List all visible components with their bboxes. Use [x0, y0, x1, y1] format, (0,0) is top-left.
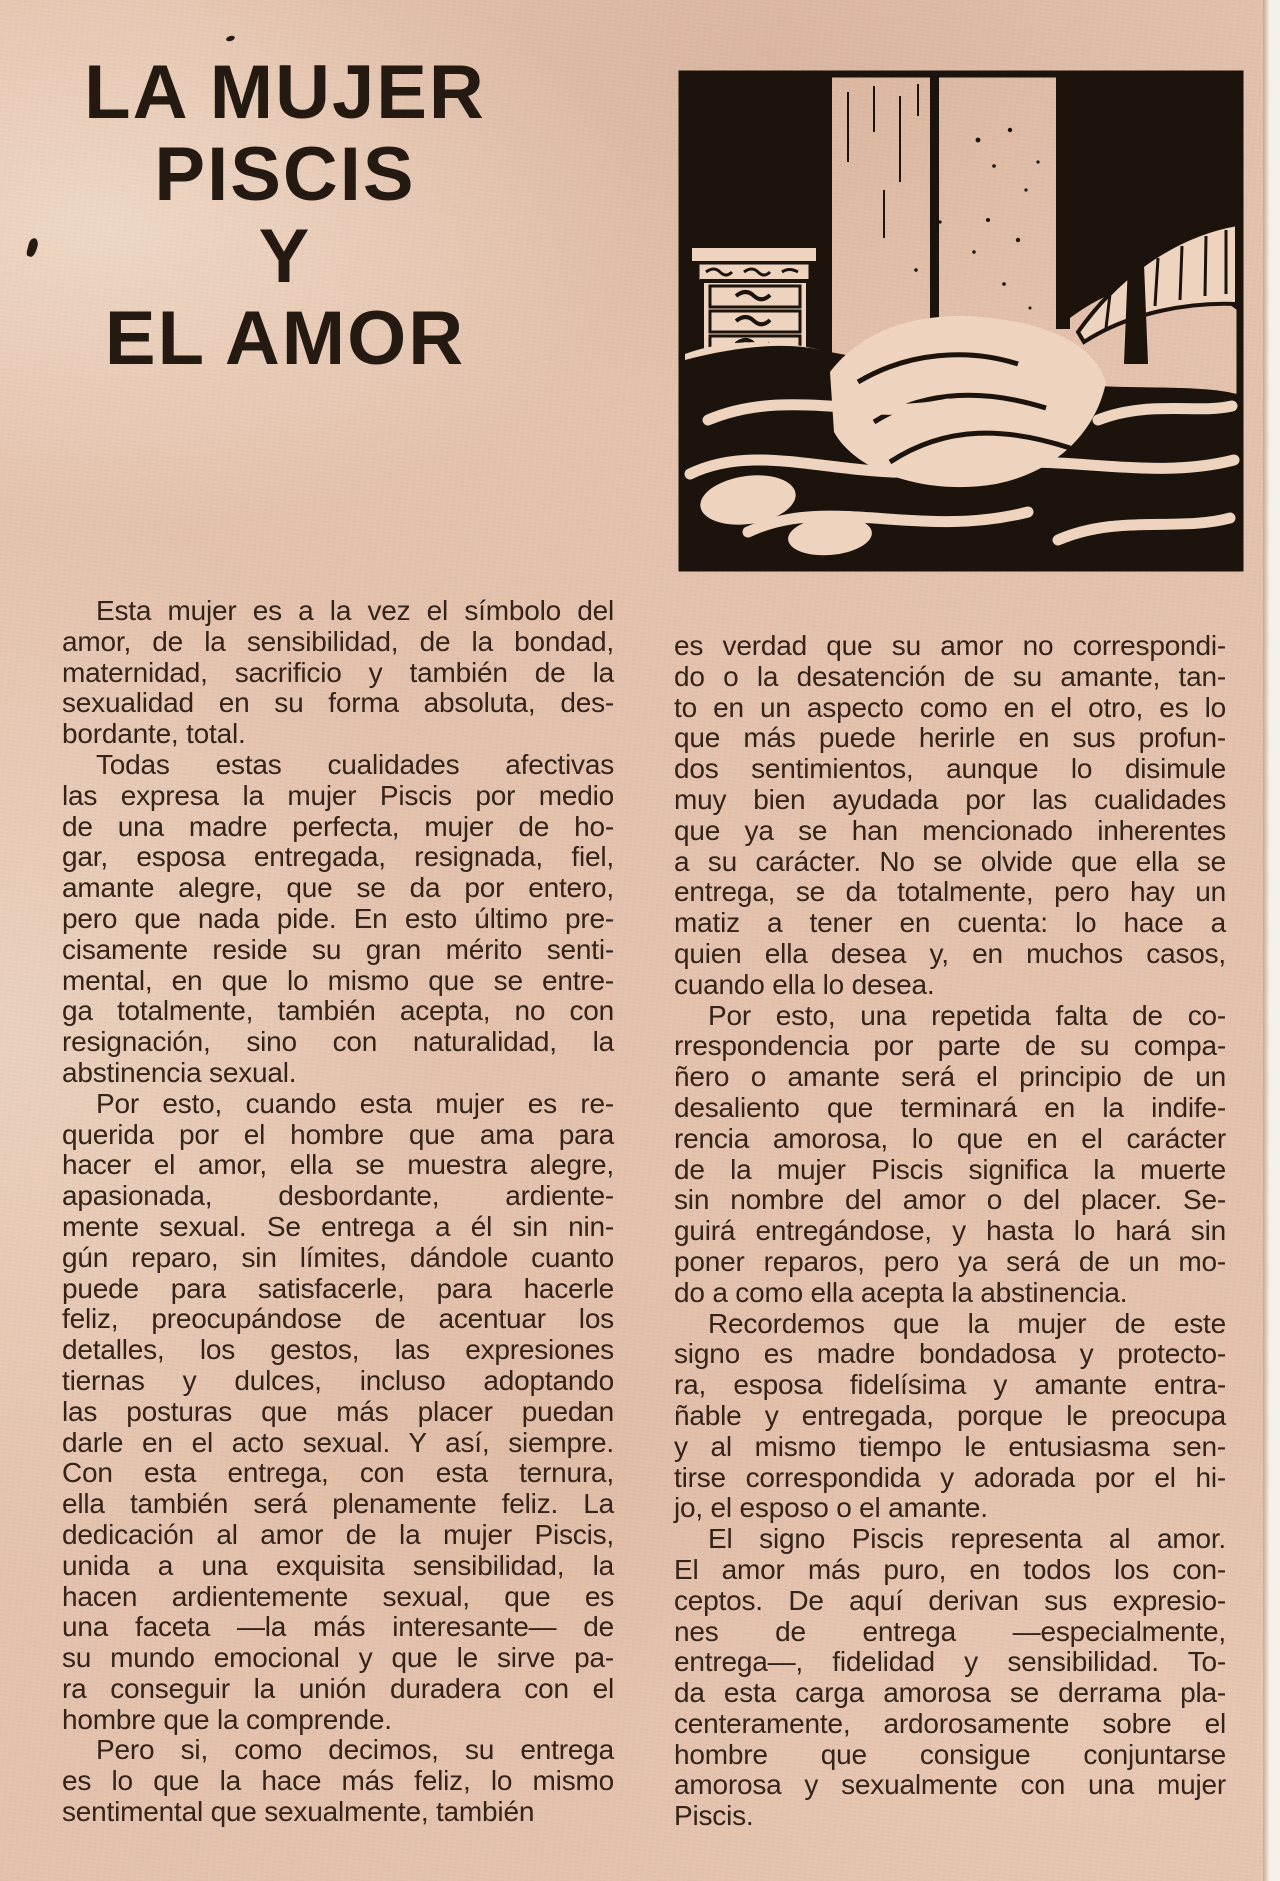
text-line: abstinencia sexual. — [62, 1056, 297, 1088]
paragraph — [674, 1309, 1226, 1525]
text-line: nes de entrega —especialmente, — [674, 1615, 1226, 1647]
text-line: jo, el esposo o el amante. — [674, 1492, 988, 1524]
text-line: bordante, total. — [62, 718, 246, 750]
text-line: matiz a tener en cuenta: lo hace a — [674, 907, 1226, 939]
text-line: resignación, sino con naturalidad, la — [62, 1026, 614, 1058]
text-line: hacen ardientemente sexual, que es — [62, 1580, 614, 1612]
paragraph — [62, 1735, 614, 1827]
text-line: mental, en que lo mismo que se entre- — [62, 964, 614, 996]
text-line: mente sexual. Se entrega a él sin nin- — [62, 1210, 614, 1242]
title-line-3: Y — [258, 214, 312, 299]
text-line: querida por el hombre que ama para — [62, 1118, 614, 1150]
text-line: Por esto, cuando esta mujer es re- — [96, 1087, 614, 1119]
printing-mark — [26, 237, 39, 258]
text-line: El signo Piscis representa al amor. — [708, 1523, 1226, 1555]
text-line: ga totalmente, también acepta, no con — [62, 995, 614, 1027]
text-line: su mundo emocional y que le sirve pa- — [62, 1642, 614, 1674]
paragraph — [62, 596, 614, 750]
text-line: ella también será plenamente feliz. La — [62, 1488, 614, 1520]
text-line: sexualidad en su forma absoluta, des- — [62, 687, 614, 719]
text-line: do o la desatención de su amante, tan- — [674, 660, 1226, 692]
text-line: hombre que la comprende. — [62, 1703, 392, 1735]
text-line: las posturas que más placer puedan — [62, 1395, 614, 1427]
text-line: que ya se han mencionado inherentes — [674, 814, 1226, 846]
text-line: gún reparo, sin límites, dándole cuanto — [62, 1241, 614, 1273]
scan-edge — [1263, 0, 1280, 1881]
text-line: amante alegre, que se da por entero, — [62, 872, 614, 904]
text-line: darle en el acto sexual. Y así, siempre. — [62, 1426, 614, 1458]
line-art-drawing — [678, 70, 1244, 572]
text-line: rrespondencia por parte de su compa- — [674, 1030, 1226, 1062]
text-line: amorosa y sexualmente con una mujer — [674, 1769, 1226, 1801]
text-line: feliz, preocupándose de acentuar los — [62, 1303, 614, 1335]
paragraph — [62, 1089, 614, 1736]
title-line-1: LA MUJER — [84, 50, 486, 135]
text-line: do a como ella acepta la abstinencia. — [674, 1276, 1128, 1308]
text-line: dedicación al amor de la mujer Piscis, — [62, 1518, 614, 1550]
text-line: ra, esposa fidelísima y amante entra- — [674, 1369, 1226, 1401]
text-line: El amor más puro, en todos los con- — [674, 1553, 1226, 1585]
title-line-2: PISCIS — [154, 132, 416, 217]
text-line: cisamente reside su gran mérito senti- — [62, 933, 614, 965]
ink-speck — [225, 35, 235, 43]
page-title — [55, 52, 515, 380]
text-line: es lo que la hace más feliz, lo mismo — [62, 1765, 614, 1797]
paragraph — [674, 1524, 1226, 1832]
text-line: sin nombre del amor o del placer. Se- — [674, 1184, 1226, 1216]
text-line: to en un aspecto como en el otro, es lo — [674, 691, 1226, 723]
text-line: centeramente, ardorosamente sobre el — [674, 1707, 1226, 1739]
text-line: sentimental que sexualmente, también — [62, 1796, 535, 1828]
text-line: signo es madre bondadosa y protecto- — [674, 1338, 1226, 1370]
text-line: ra conseguir la unión duradera con el — [62, 1672, 614, 1704]
text-line: apasionada, desbordante, ardiente- — [62, 1180, 614, 1212]
text-line: rencia amorosa, lo que en el carácter — [674, 1122, 1226, 1154]
paragraph — [674, 631, 1226, 1001]
text-line: a su carácter. No se olvide que ella se — [674, 845, 1226, 877]
text-line: maternidad, sacrificio y también de la — [62, 656, 614, 688]
text-line: tirse correspondida y adorada por el hi- — [674, 1461, 1226, 1493]
paragraph — [674, 1001, 1226, 1309]
text-line: de una madre perfecta, mujer de ho- — [62, 810, 614, 842]
article-column-right — [674, 631, 1226, 1832]
text-line: Recordemos que la mujer de este — [708, 1307, 1226, 1339]
text-line: ñable y entregada, porque le preocupa — [674, 1399, 1226, 1431]
article-column-left — [62, 596, 614, 1828]
text-line: ñero o amante será el principio de un — [674, 1061, 1226, 1093]
text-line: tiernas y dulces, incluso adoptando — [62, 1364, 614, 1396]
text-line: que más puede herirle en sus profun- — [674, 722, 1226, 754]
text-line: hacer el amor, ella se muestra alegre, — [62, 1149, 614, 1181]
text-line: pero que nada pide. En esto último pre- — [62, 902, 614, 934]
text-line: Piscis. — [674, 1800, 754, 1832]
title-line-4: EL AMOR — [104, 296, 466, 381]
paragraph — [62, 750, 614, 1089]
text-line: las expresa la mujer Piscis por medio — [62, 779, 614, 811]
text-line: Esta mujer es a la vez el símbolo del — [96, 595, 614, 626]
text-line: gar, esposa entregada, resignada, fiel, — [62, 841, 614, 873]
text-line: guirá entregándose, y hasta lo hará sin — [674, 1215, 1226, 1247]
text-line: una faceta —la más interesante— de — [62, 1611, 614, 1643]
text-line: poner reparos, pero ya será de un mo- — [674, 1245, 1226, 1277]
text-line: desaliento que terminará en la indife- — [674, 1091, 1226, 1123]
text-line: Por esto, una repetida falta de co- — [708, 999, 1226, 1031]
text-line: detalles, los gestos, las expresiones — [62, 1334, 614, 1366]
text-line: unida a una exquisita sensibilidad, la — [62, 1549, 614, 1581]
text-line: es verdad que su amor no correspondi- — [674, 630, 1226, 661]
text-line: ceptos. De aquí derivan sus expresio- — [674, 1584, 1226, 1616]
text-line: de la mujer Piscis significa la muerte — [674, 1153, 1226, 1185]
text-line: muy bien ayudada por las cualidades — [674, 783, 1226, 815]
text-line: Con esta entrega, con esta ternura, — [62, 1457, 614, 1489]
text-line: y al mismo tiempo le entusiasma sen- — [674, 1430, 1226, 1462]
text-line: entrega, se da totalmente, pero hay un — [674, 876, 1226, 908]
text-line: cuando ella lo desea. — [674, 968, 935, 1000]
text-line: Pero si, como decimos, su entrega — [96, 1734, 614, 1766]
text-line: puede para satisfacerle, para hacerle — [62, 1272, 614, 1304]
text-line: hombre que consigue conjuntarse — [674, 1738, 1226, 1770]
text-line: da esta carga amorosa se derrama pla- — [674, 1677, 1226, 1709]
text-line: dos sentimientos, aunque lo disimule — [674, 753, 1226, 785]
text-line: Todas estas cualidades afectivas — [96, 748, 614, 780]
text-line: amor, de la sensibilidad, de la bondad, — [62, 625, 614, 657]
text-line: quien ella desea y, en muchos casos, — [674, 937, 1226, 969]
bedroom-scene-illustration — [678, 70, 1244, 572]
text-line: entrega—, fidelidad y sensibilidad. To- — [674, 1646, 1226, 1678]
